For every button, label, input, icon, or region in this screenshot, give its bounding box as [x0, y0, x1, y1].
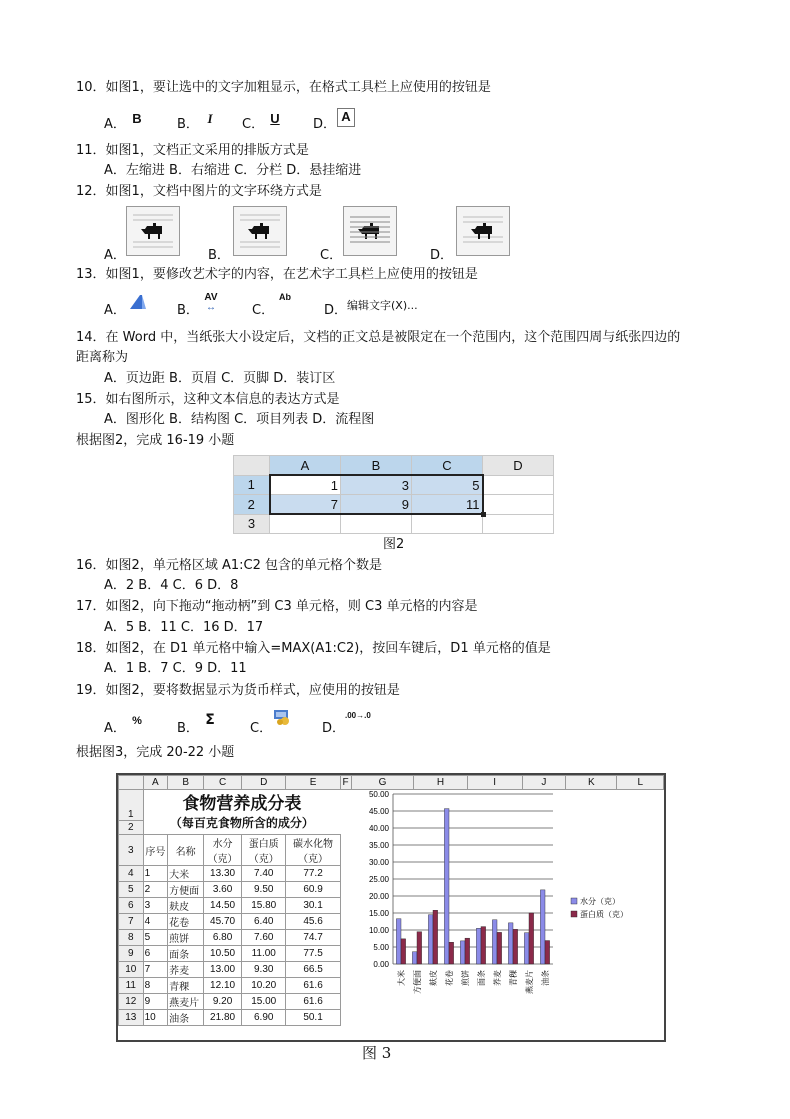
bar: [492, 920, 497, 964]
table-cell: 15.00: [241, 994, 286, 1010]
wrap-in-front-icon: [456, 206, 510, 256]
table-cell: 燕麦片: [168, 994, 204, 1010]
cell-b2: 9: [341, 495, 412, 515]
col-header: C: [412, 456, 483, 476]
bar: [401, 939, 406, 964]
y-tick-label: 30.00: [368, 858, 389, 867]
table-cell: 61.6: [286, 994, 340, 1010]
table-title: 食物营养成分表: [182, 794, 302, 814]
col-header: F: [340, 776, 351, 790]
x-tick-label: 油条: [540, 970, 550, 986]
table-cell: 煎饼: [168, 930, 204, 946]
header-cell: 名称: [168, 835, 204, 866]
table-cell: 9.50: [241, 882, 286, 898]
table-cell: 74.7: [286, 930, 340, 946]
cell-a2: 7: [270, 495, 341, 515]
vertical-text-icon: Ab: [279, 292, 291, 302]
col-header: C: [204, 776, 242, 790]
y-tick-label: 20.00: [368, 892, 389, 901]
row-header: 1: [234, 475, 270, 495]
row-header: 6: [119, 898, 144, 914]
fill-handle: [481, 512, 486, 517]
italic-icon: I: [207, 111, 213, 126]
table-cell: 10: [143, 1010, 168, 1026]
bar: [476, 928, 481, 964]
bar: [460, 941, 465, 964]
figure2-caption: 图2: [383, 537, 405, 552]
row-header: 1: [119, 790, 144, 821]
q10-option-c: C．: [242, 117, 265, 132]
q12-option-d: D．: [430, 248, 454, 263]
x-tick-label: 大米: [396, 970, 406, 986]
table-cell: 12.10: [204, 978, 242, 994]
edit-text-button-icon: 编辑文字(X)...: [347, 299, 418, 312]
table-cell: 45.70: [204, 914, 242, 930]
figure3-spreadsheet: [116, 773, 666, 1042]
q11-options: A．左缩进 B．右缩进 C．分栏 D．悬挂缩进: [104, 163, 362, 178]
table-cell: 青稞: [168, 978, 204, 994]
bar: [524, 933, 529, 964]
col-header: A: [270, 456, 341, 476]
y-tick-label: 40.00: [368, 824, 389, 833]
x-tick-label: 燕麦片: [524, 970, 534, 994]
y-tick-label: 50.00: [368, 790, 389, 799]
table-title-cell: [143, 790, 340, 835]
wordart-icon: [128, 293, 148, 311]
q13-option-c: C．: [252, 303, 275, 318]
row-header: 3: [234, 514, 270, 534]
table-cell: 麸皮: [168, 898, 204, 914]
bar: [449, 942, 454, 964]
row-header: 7: [119, 914, 144, 930]
table-cell: 6.80: [204, 930, 242, 946]
q16-options: A．2 B．4 C．6 D．8: [104, 578, 239, 593]
intro-figure3: 根据图3，完成 20-22 小题: [76, 745, 235, 760]
currency-style-icon: [272, 708, 292, 726]
col-header: D: [483, 456, 554, 476]
q11-stem: 11．如图1，文档正文采用的排版方式是: [76, 143, 309, 158]
table-cell: 3: [143, 898, 168, 914]
table-cell: 花卷: [168, 914, 204, 930]
q18-options: A．1 B．7 C．9 D．11: [104, 661, 247, 676]
intro-figure2: 根据图2，完成 16-19 小题: [76, 433, 235, 448]
percent-style-icon: %: [132, 715, 142, 727]
cell-c3: [412, 514, 483, 534]
table-cell: 7.60: [241, 930, 286, 946]
col-header: I: [467, 776, 522, 790]
x-tick-label: 花卷: [444, 970, 454, 986]
x-tick-label: 煎饼: [460, 970, 470, 986]
header-cell: 蛋白质（克）: [241, 835, 286, 866]
table-cell: 77.5: [286, 946, 340, 962]
corner-cell: [234, 456, 270, 476]
table-cell: 7.40: [241, 866, 286, 882]
table-cell: 61.6: [286, 978, 340, 994]
table-cell: 大米: [168, 866, 204, 882]
x-tick-label: 方便面: [412, 970, 422, 994]
q10-option-b: B．: [177, 117, 199, 132]
table-cell: 77.2: [286, 866, 340, 882]
row-header: 4: [119, 866, 144, 882]
q18-stem: 18．如图2，在 D1 单元格中输入=MAX(A1:C2)，按回车键后，D1 单元格的值是: [76, 641, 551, 656]
legend-swatch: [571, 898, 577, 904]
table-cell: 30.1: [286, 898, 340, 914]
x-tick-label: 荞麦: [492, 970, 502, 986]
col-header: K: [566, 776, 617, 790]
y-tick-label: 5.00: [373, 943, 389, 952]
wrap-behind-text-icon: [343, 206, 397, 256]
table-cell: 6.90: [241, 1010, 286, 1026]
table-cell: 3.60: [204, 882, 242, 898]
cell-a1: 1: [270, 475, 341, 495]
character-spacing-icon: AV ↔: [204, 292, 218, 313]
bar: [417, 932, 422, 964]
q10-option-d: D．: [313, 117, 337, 132]
table-cell: 10.50: [204, 946, 242, 962]
table-cell: 14.50: [204, 898, 242, 914]
bar: [465, 938, 470, 964]
bar: [540, 890, 545, 964]
table-cell: 6: [143, 946, 168, 962]
y-tick-label: 0.00: [373, 960, 389, 969]
cell-c2: 11: [412, 495, 483, 515]
table-cell: 50.1: [286, 1010, 340, 1026]
col-header: E: [286, 776, 340, 790]
q13-option-d: D．: [324, 303, 348, 318]
x-tick-label: 麸皮: [428, 970, 438, 986]
legend-swatch: [571, 911, 577, 917]
cell-d3: [483, 514, 554, 534]
cell-b1: 3: [341, 475, 412, 495]
table-cell: 1: [143, 866, 168, 882]
table-subtitle: （每百克食物所含的成分）: [169, 816, 314, 830]
col-header: A: [143, 776, 168, 790]
table-cell: 13.30: [204, 866, 242, 882]
table-cell: 4: [143, 914, 168, 930]
table-cell: 9.20: [204, 994, 242, 1010]
legend-label: 蛋白质（克）: [579, 910, 628, 919]
q14-stem-line1: 14．在 Word 中，当纸张大小设定后，文档的正文总是被限定在一个范围内，这个范围四周与纸张四边的: [76, 330, 681, 345]
bar: [412, 952, 417, 964]
row-header: 2: [234, 495, 270, 515]
table-cell: 面条: [168, 946, 204, 962]
col-header: G: [351, 776, 414, 790]
x-tick-label: 青稞: [508, 970, 518, 986]
header-cell: 水分（克）: [204, 835, 242, 866]
row-header: 12: [119, 994, 144, 1010]
bar: [508, 923, 513, 964]
table-cell: 60.9: [286, 882, 340, 898]
y-tick-label: 25.00: [368, 875, 389, 884]
col-header: D: [241, 776, 286, 790]
q17-options: A．5 B．11 C．16 D．17: [104, 620, 264, 635]
table-cell: 21.80: [204, 1010, 242, 1026]
table-cell: 6.40: [241, 914, 286, 930]
y-tick-label: 15.00: [368, 909, 389, 918]
col-header: J: [522, 776, 566, 790]
table-cell: 7: [143, 962, 168, 978]
nutrition-table: [118, 775, 664, 1026]
row-header: 5: [119, 882, 144, 898]
q19-stem: 19．如图2，要将数据显示为货币样式，应使用的按钮是: [76, 683, 400, 698]
row-header: 11: [119, 978, 144, 994]
q16-stem: 16．如图2，单元格区域 A1:C2 包含的单元格个数是: [76, 558, 382, 573]
q19-option-d: D．: [322, 721, 346, 736]
col-header: H: [414, 776, 467, 790]
table-cell: 10.20: [241, 978, 286, 994]
q19-option-a: A．: [104, 721, 126, 736]
table-cell: 5: [143, 930, 168, 946]
bar: [433, 910, 438, 964]
table-cell: 66.5: [286, 962, 340, 978]
row-header: 9: [119, 946, 144, 962]
q12-stem: 12．如图1，文档中图片的文字环绕方式是: [76, 184, 322, 199]
table-cell: 9.30: [241, 962, 286, 978]
q17-stem: 17．如图2，向下拖动“拖动柄”到 C3 单元格，则 C3 单元格的内容是: [76, 599, 478, 614]
bar: [428, 915, 433, 964]
bar: [529, 913, 534, 964]
row-header: 10: [119, 962, 144, 978]
y-tick-label: 35.00: [368, 841, 389, 850]
y-tick-label: 10.00: [368, 926, 389, 935]
bar: [396, 919, 401, 964]
q13-stem: 13．如图1，要修改艺术字的内容，在艺术字工具栏上应使用的按钮是: [76, 267, 478, 282]
cell-b3: [341, 514, 412, 534]
col-header: B: [168, 776, 204, 790]
x-tick-label: 面条: [476, 970, 486, 986]
autosum-icon: Σ: [205, 712, 215, 728]
cell-d1: [483, 475, 554, 495]
cell-a3: [270, 514, 341, 534]
table-cell: 11.00: [241, 946, 286, 962]
legend-label: 水分（克）: [579, 897, 620, 906]
bar-chart: [349, 786, 661, 1026]
table-cell: 9: [143, 994, 168, 1010]
header-cell: 序号: [143, 835, 168, 866]
table-cell: 13.00: [204, 962, 242, 978]
col-header: B: [341, 456, 412, 476]
row-header: 8: [119, 930, 144, 946]
bar: [444, 809, 449, 964]
row-header: 3: [119, 835, 144, 866]
row-header: 2: [119, 821, 144, 835]
cell-d2: [483, 495, 554, 515]
q13-option-b: B．: [177, 303, 199, 318]
table-cell: 8: [143, 978, 168, 994]
figure2-spreadsheet: [233, 455, 554, 534]
table-cell: 2: [143, 882, 168, 898]
bar: [481, 927, 486, 964]
wrap-square-icon: [126, 206, 180, 256]
decrease-decimal-icon: .00→.0: [345, 711, 371, 720]
header-cell: 碳水化物（克）: [286, 835, 340, 866]
corner-cell: [119, 776, 144, 790]
table-cell: 荞麦: [168, 962, 204, 978]
bold-icon: B: [132, 111, 142, 126]
wrap-tight-icon: [233, 206, 287, 256]
row-header: 13: [119, 1010, 144, 1026]
table-cell: 45.6: [286, 914, 340, 930]
q14-stem-line2: 距离称为: [76, 350, 129, 365]
underline-icon: U: [270, 111, 280, 126]
table-cell: 方便面: [168, 882, 204, 898]
q14-options: A．页边距 B．页眉 C．页脚 D．装订区: [104, 371, 336, 386]
y-tick-label: 45.00: [368, 807, 389, 816]
q13-option-a: A．: [104, 303, 126, 318]
text-border-icon: A: [337, 108, 355, 127]
q12-option-c: C．: [320, 248, 343, 263]
table-cell: 油条: [168, 1010, 204, 1026]
figure3-caption: 图 3: [362, 1044, 392, 1062]
q19-option-b: B．: [177, 721, 199, 736]
q10-option-a: A．: [104, 117, 126, 132]
bar: [513, 929, 518, 964]
q15-stem: 15．如右图所示，这种文本信息的表达方式是: [76, 392, 340, 407]
q15-options: A．图形化 B．结构图 C．项目列表 D．流程图: [104, 412, 375, 427]
bar: [545, 941, 550, 964]
q12-option-b: B．: [208, 248, 230, 263]
table-cell: 15.80: [241, 898, 286, 914]
q12-option-a: A．: [104, 248, 126, 263]
col-header: L: [617, 776, 664, 790]
cell-c1: 5: [412, 475, 483, 495]
bar: [497, 932, 502, 964]
q19-option-c: C．: [250, 721, 273, 736]
q10-stem: 10．如图1，要让选中的文字加粗显示，在格式工具栏上应使用的按钮是: [76, 80, 491, 95]
chart-cell: [340, 790, 663, 994]
